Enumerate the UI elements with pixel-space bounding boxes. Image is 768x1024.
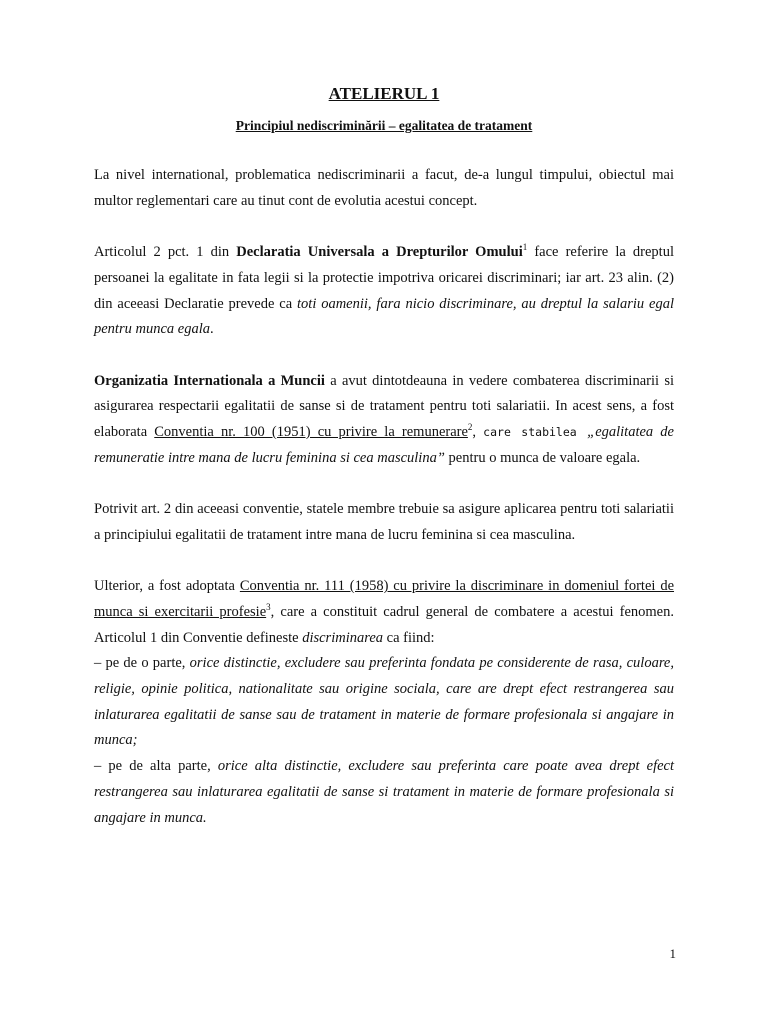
- quoted-principle: „egalitatea de remuneratie intre mana de lucru feminina si cea masculina”: [94, 424, 674, 466]
- text-run: pentru o munca de valoare egala.: [444, 449, 641, 466]
- text-run: – pe de alta parte,: [94, 758, 218, 775]
- page-number: 1: [669, 946, 676, 961]
- text-run: Articolul 2 pct. 1 din: [94, 244, 237, 261]
- footnote-ref-2: 2: [467, 422, 473, 433]
- text-run: .: [209, 321, 214, 338]
- declaratia-title: Declaratia Universala a Drepturilor Omului: [236, 244, 523, 261]
- text-run: face referire la dreptul persoanei la egalitate in fata legii si la protectie impotriva oricarei discriminari; iar art. 23 alin. (2) din aceeasi Declaratie prevede ca: [94, 244, 674, 312]
- text-run: ,: [472, 424, 484, 440]
- footnote-ref-1: 1: [522, 242, 528, 253]
- text-run: Ulterior, a fost adoptata: [94, 578, 240, 595]
- page-title: ATELIERUL 1: [328, 84, 440, 103]
- text-run: – pe de o parte,: [94, 655, 190, 672]
- paragraph-intro: La nivel international, problematica nediscriminarii a facut, de-a lungul timpului, obiectul mai multor reglementari care au tinut cont de evolutia acestui concept.: [94, 167, 674, 209]
- paragraph-conventia-111: [94, 574, 674, 651]
- page-subtitle: Principiul nediscriminării – egalitatea de tratament: [235, 118, 533, 133]
- term-discriminarea: discriminarea: [302, 629, 384, 646]
- paragraph-oim: [94, 369, 674, 472]
- list-item-1: [94, 651, 674, 754]
- footnote-ref-3: 3: [266, 602, 271, 613]
- text-run: a avut dintotdeauna in vedere combaterea discriminarii si asigurarea respectarii egalitatii de sanse si de tratament pentru toti salariatii. In acest sens, a fost elaborata: [94, 372, 674, 440]
- text-run: ca fiind:: [383, 629, 435, 646]
- text-run-mono: care stabilea: [483, 425, 588, 439]
- list-item-2: [94, 754, 674, 831]
- definition-1: orice distinctie, excludere sau preferinta fondata pe considerente de rasa, culoare, religie, opinie politica, nationalitate sau origine sociala, care are drept efect restrangerea sau inlaturarea egalitatii de sanse sau de tratament in materie de formare profesionala si angajare in munca;: [94, 655, 674, 749]
- definition-2: orice alta distinctie, excludere sau preferinta care poate avea drept efect restrangerea sau inlaturarea egalitatii de sanse si tratament in materie de formare profesionala si angajare in munca.: [94, 758, 674, 826]
- paragraph-declaratia: [94, 240, 674, 343]
- paragraph-art2: Potrivit art. 2 din aceeasi conventie, statele membre trebuie sa asigure aplicarea pentru toti salariatii a principiului egalitatii de tratament intre mana de lucru feminina si cea masculina.: [94, 501, 674, 543]
- conventia-100-link: Conventia nr. 100 (1951) cu privire la remunerare: [154, 424, 468, 440]
- conventia-111-link: Conventia nr. 111 (1958) cu privire la discriminare in domeniul fortei de munca si exercitarii profesie: [94, 578, 675, 620]
- oim-name: Organizatia Internationala a Muncii: [94, 372, 325, 389]
- quoted-article: toti oamenii, fara nicio discriminare, au dreptul la salariu egal pentru munca egala: [94, 295, 674, 338]
- document-body: [94, 163, 674, 831]
- text-run: , care a constituit cadrul general de combatere a acestui fenomen. Articolul 1 din Conventie defineste: [94, 603, 674, 646]
